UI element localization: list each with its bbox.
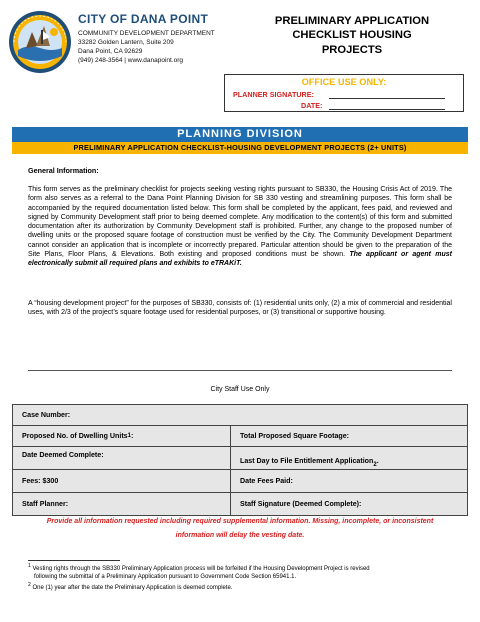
date-line[interactable] — [329, 109, 445, 110]
table-row — [13, 426, 467, 447]
footnote-1 — [28, 563, 370, 574]
last-day-label: Last Day to File Entitlement Application — [240, 457, 374, 465]
city-seal-logo — [8, 10, 72, 74]
incomplete-info-warning — [28, 515, 452, 542]
table-row — [13, 470, 467, 493]
staff-planner-field[interactable] — [13, 493, 231, 515]
date-deemed-field[interactable] — [13, 447, 231, 469]
paragraph-text: This form serves as the preliminary checklist for projects seeking vesting rights pursuant to SB330, the Housing Crisis Act of 2019. The form also serves as a referral to the Dana Point Planning Division for SB 330 vesting and streamlining purposes. This form shall be accompanied by the required documentation listed below. This form shall be completed by the applicant, fees paid, and reviewed and signed by Community Development staff prior to being deemed complete. Any modification to the content(s) of this form and submitted documentation after its authorization by Community Development staff is prohibited. Further, any change to the proposed number of dwelling units or the proposed square footage of construction must be verified by the City. The Community Development Department cannot consider an application that is incomplete or incorrectly prepared. Particular attention should be given to the preparation of the Site Plans, Floor Plans, & Elevations. Both existing and proposed conditions must be shown. — [28, 186, 452, 259]
date-label: DATE: — [301, 101, 323, 110]
checklist-subtitle-banner: PRELIMINARY APPLICATION CHECKLIST-HOUSING DEVELOPMENT PROJECTS (2+ UNITS) — [12, 142, 468, 154]
title-line-2: CHECKLIST HOUSING — [292, 29, 412, 42]
staff-planner-label: Staff Planner: — [22, 500, 69, 508]
city-name: CITY OF DANA POINT — [78, 12, 209, 26]
footnote-2-number: 2 — [28, 582, 31, 588]
total-sqft-field[interactable] — [231, 426, 467, 446]
address-line-1: 33282 Golden Lantern, Suite 209 — [78, 39, 174, 46]
footnote-1-text: Vesting rights through the SB330 Preliminary Application process will be forfeited if the Housing Development Project is revised — [32, 566, 370, 572]
warning-line-1: Provide all information requested including required supplemental information. Missing, incomplete, or inconsistent — [46, 518, 434, 525]
general-info-heading: General Information: — [28, 166, 99, 175]
contact-line: (949) 248-3564 | www.danapoint.org — [78, 57, 184, 64]
address-line-2: Dana Point, CA 92629 — [78, 48, 143, 55]
document-title — [252, 14, 452, 57]
last-day-field[interactable]: Last Day to File Entitlement Application 2 . — [240, 457, 379, 468]
section-divider — [28, 370, 452, 371]
date-deemed-label: Date Deemed Complete: — [22, 451, 104, 459]
title-line-3: PROJECTS — [321, 43, 383, 56]
footnote-2-text: One (1) year after the date the Preliminary Application is deemed complete. — [32, 585, 233, 591]
case-number-field[interactable] — [13, 405, 467, 425]
date-fees-paid-field[interactable] — [231, 470, 467, 492]
fees-field[interactable] — [13, 470, 231, 492]
footnote-2 — [28, 582, 233, 593]
total-sqft-label: Total Proposed Square Footage: — [240, 432, 350, 440]
office-use-box — [224, 74, 464, 112]
warning-line-2: information will delay the vesting date. — [175, 531, 305, 539]
staff-use-table — [12, 404, 468, 516]
date-fees-paid-label: Date Fees Paid: — [240, 477, 293, 485]
dwelling-units-suffix: : — [130, 432, 134, 440]
dwelling-units-field[interactable]: Proposed No. of Dwelling Units 1 : — [13, 426, 231, 446]
dwelling-units-label: Proposed No. of Dwelling Units — [22, 432, 128, 440]
footnote-1-number: 1 — [28, 563, 31, 569]
housing-definition-paragraph: A “housing development project” for the purposes of SB330, consists of: (1) residential units only, (2) a mix of commercial and residential uses, with 2/3 of the project’s square footage used for residential purposes, or (3) transitional or supportive housing. — [28, 300, 452, 317]
last-day-suffix: . — [376, 457, 379, 465]
staff-signature-label: Staff Signature (Deemed Complete): — [240, 500, 362, 508]
fees-label: Fees: $300 — [22, 477, 59, 485]
general-info-paragraph — [28, 185, 452, 269]
department-name: COMMUNITY DEVELOPMENT DEPARTMENT — [78, 30, 215, 37]
footnote-1-continued: following the submittal of a Preliminary Application pursuant to Government Code Section 65941.1. — [34, 574, 297, 580]
table-row — [13, 493, 467, 515]
office-use-title: OFFICE USE ONLY: — [301, 77, 387, 87]
case-number-label: Case Number: — [22, 411, 71, 419]
table-row — [13, 405, 467, 426]
planner-signature-line[interactable] — [329, 98, 445, 99]
staff-signature-field[interactable] — [231, 493, 467, 515]
footnote-divider — [28, 560, 120, 561]
title-line-1: PRELIMINARY APPLICATION — [274, 15, 430, 27]
paragraph-emphasis: The applicant or agent must electronically submit all required plans and exhibits to eTRAKiT. — [28, 251, 452, 268]
table-row — [13, 447, 467, 470]
planning-division-banner: PLANNING DIVISION — [12, 127, 468, 142]
planner-signature-label: PLANNER SIGNATURE: — [233, 90, 314, 99]
city-staff-use-label: City Staff Use Only — [210, 386, 270, 393]
